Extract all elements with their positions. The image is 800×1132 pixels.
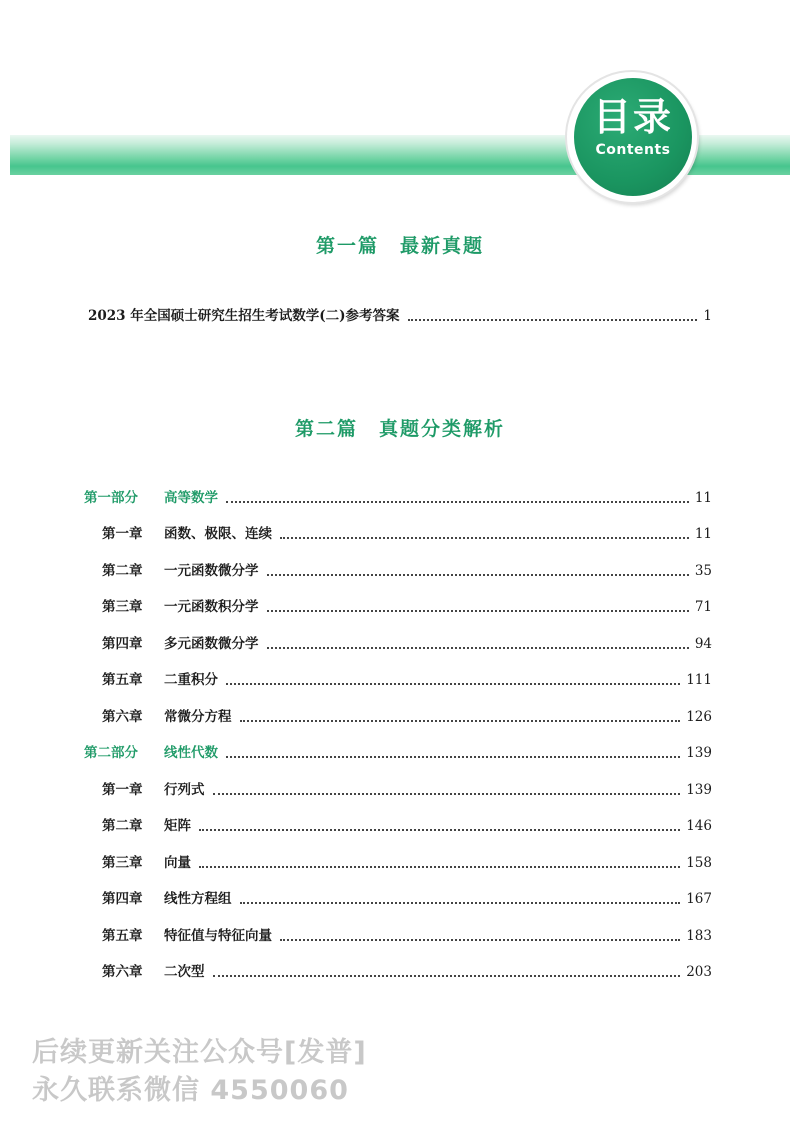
chapter-number: 第四章 xyxy=(102,636,143,652)
chapter-title: 特征值与特征向量 xyxy=(164,928,272,944)
page-number: 11 xyxy=(694,526,712,542)
chapter-title: 一元函数微分学 xyxy=(164,563,259,579)
leader-dots xyxy=(213,975,681,977)
page-number: 183 xyxy=(686,928,712,944)
page-number: 94 xyxy=(694,636,712,652)
chapter-number: 第三章 xyxy=(102,855,143,871)
chapter-number: 第一章 xyxy=(102,782,143,798)
leader-dots xyxy=(240,720,681,722)
part-two-heading: 第二篇 真题分类解析 xyxy=(294,418,505,440)
part-one-heading: 第一篇 最新真题 xyxy=(315,235,484,257)
chapter-title: 行列式 xyxy=(164,782,205,798)
chapter-number: 第五章 xyxy=(102,672,143,688)
toc-chapter[interactable] xyxy=(102,927,712,945)
toc-chapter[interactable] xyxy=(102,598,712,616)
page-number: 139 xyxy=(686,782,712,798)
badge-subtitle: Contents xyxy=(595,142,671,158)
page-number: 111 xyxy=(686,672,712,688)
chapter-number: 第五章 xyxy=(102,928,143,944)
page-number: 126 xyxy=(686,709,712,725)
leader-dots xyxy=(226,501,689,503)
toc-chapter[interactable] xyxy=(102,890,712,908)
page-number: 35 xyxy=(694,563,712,579)
toc-chapter[interactable] xyxy=(102,671,712,689)
leader-dots xyxy=(267,647,689,649)
toc-chapter[interactable] xyxy=(102,817,712,835)
leader-dots xyxy=(199,866,680,868)
chapter-number: 第二章 xyxy=(102,818,143,834)
section-title: 高等数学 xyxy=(164,490,218,506)
watermark-line-1: 后续更新关注公众号[发普] xyxy=(32,1037,367,1068)
toc-chapter[interactable] xyxy=(102,963,712,981)
chapter-title: 函数、极限、连续 xyxy=(164,526,272,542)
chapter-number: 第六章 xyxy=(102,709,143,725)
chapter-title: 二重积分 xyxy=(164,672,218,688)
chapter-title: 一元函数积分学 xyxy=(164,599,259,615)
leader-dots xyxy=(213,793,681,795)
chapter-title: 多元函数微分学 xyxy=(164,636,259,652)
watermark xyxy=(32,1034,367,1110)
badge-title: 目录 xyxy=(592,95,673,139)
chapter-number: 第四章 xyxy=(102,891,143,907)
toc-chapter[interactable] xyxy=(102,562,712,580)
leader-dots xyxy=(267,574,689,576)
leader-dots xyxy=(267,610,689,612)
page-number: 71 xyxy=(694,599,712,615)
leader-dots xyxy=(280,939,680,941)
leader-dots xyxy=(226,683,680,685)
toc-chapter[interactable] xyxy=(102,781,712,799)
chapter-number: 第二章 xyxy=(102,563,143,579)
chapter-title: 向量 xyxy=(164,855,191,871)
chapter-title: 常微分方程 xyxy=(164,709,232,725)
entry-title: 2023 年全国硕士研究生招生考试数学(二)参考答案 xyxy=(88,308,400,324)
section-number: 第一部分 xyxy=(84,490,138,506)
leader-dots xyxy=(240,902,681,904)
toc-chapter[interactable] xyxy=(102,635,712,653)
section-title: 线性代数 xyxy=(164,745,218,761)
chapter-title: 线性方程组 xyxy=(164,891,232,907)
leader-dots xyxy=(280,537,689,539)
toc-chapter[interactable] xyxy=(102,854,712,872)
page-number: 167 xyxy=(686,891,712,907)
chapter-number: 第一章 xyxy=(102,526,143,542)
leader-dots xyxy=(226,756,680,758)
page-number: 11 xyxy=(694,490,712,506)
page-number: 139 xyxy=(686,745,712,761)
toc-chapter[interactable] xyxy=(102,525,712,543)
watermark-line-2: 永久联系微信 4550060 xyxy=(32,1075,349,1106)
toc-entry-2023-answers[interactable] xyxy=(88,307,712,325)
leader-dots xyxy=(199,829,680,831)
chapter-number: 第六章 xyxy=(102,964,143,980)
chapter-title: 二次型 xyxy=(164,964,205,980)
leader-dots xyxy=(408,319,698,321)
page-number: 203 xyxy=(686,964,712,980)
page-number: 146 xyxy=(686,818,712,834)
page-number: 158 xyxy=(686,855,712,871)
section-number: 第二部分 xyxy=(84,745,138,761)
chapter-number: 第三章 xyxy=(102,599,143,615)
contents-badge xyxy=(574,78,692,196)
toc-chapter[interactable] xyxy=(102,708,712,726)
page-number: 1 xyxy=(703,308,712,324)
chapter-title: 矩阵 xyxy=(164,818,191,834)
toc-section-higher-math[interactable] xyxy=(84,489,712,507)
toc-section-linear-algebra[interactable] xyxy=(84,744,712,762)
